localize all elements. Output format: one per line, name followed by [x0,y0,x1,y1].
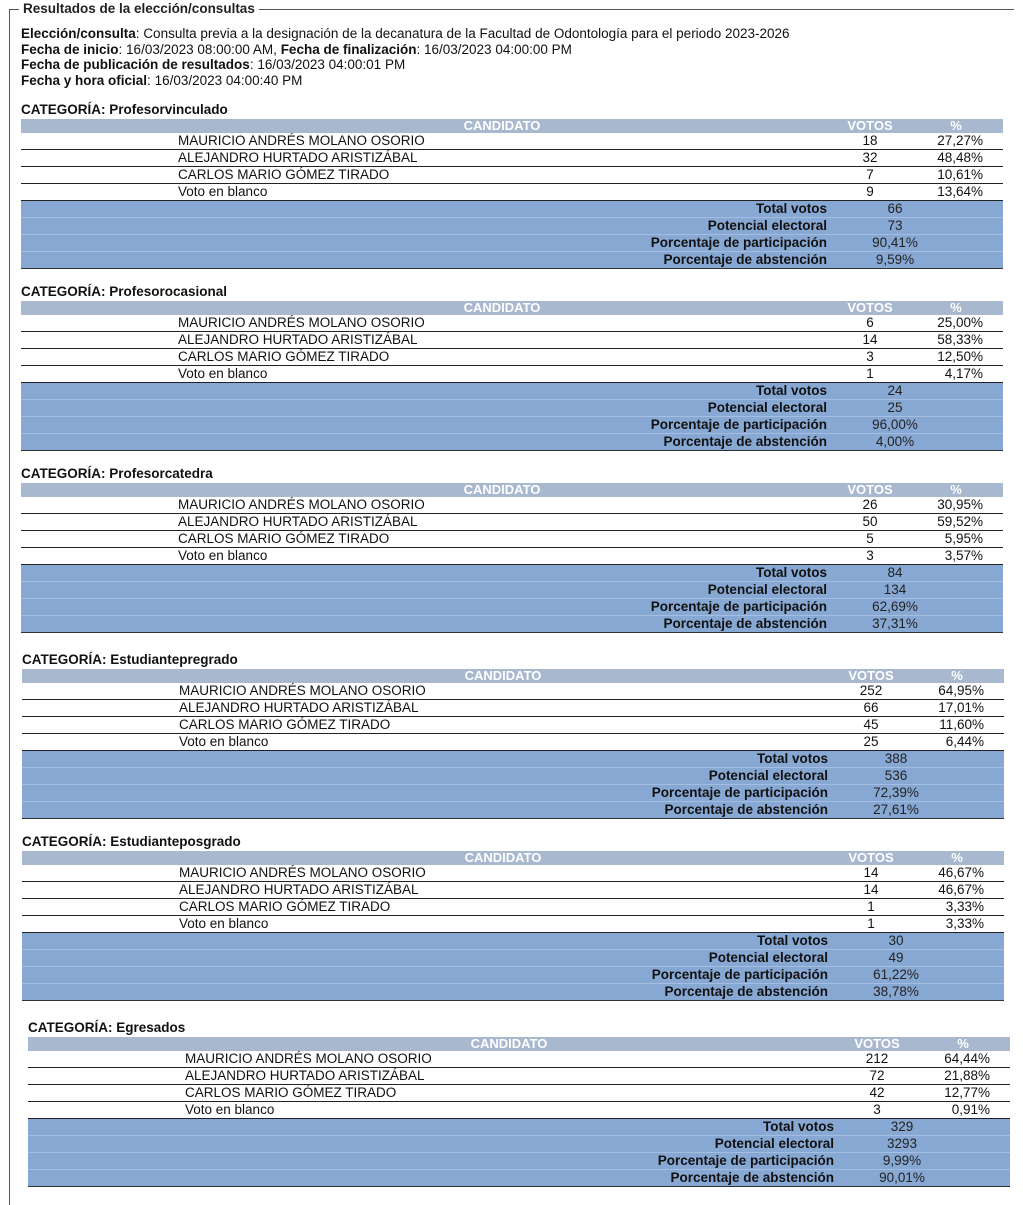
category-title [28,1020,1010,1037]
summary-row-abstencion [28,1170,1010,1186]
candidate-percent: 12,77% [944,1085,990,1100]
summary-row-potencial [21,582,1003,599]
summary-value-participacion: 72,39% [873,785,919,800]
start-date-label: Fecha de inicio [21,41,119,57]
category-name: Profesorocasional [109,284,228,299]
category-label: CATEGORÍA: [22,834,107,849]
candidate-percent: 13,64% [937,184,983,199]
candidate-percent: 6,44% [945,734,984,749]
summary-value-potencial: 25 [887,400,903,415]
header-votos: VOTOS [847,482,893,497]
header-candidato: CANDIDATO [464,850,542,865]
category-name: Profesorvinculado [109,102,228,117]
summary-label-potencial: Potencial electoral [707,582,827,597]
category-name: Egresados [116,1020,186,1035]
candidate-votes: 50 [862,514,878,529]
candidate-name: ALEJANDRO HURTADO ARISTIZÁBAL [178,514,418,529]
header-candidato: CANDIDATO [463,482,541,497]
table-row [22,916,1004,933]
summary-value-potencial: 134 [883,582,907,597]
candidate-name: CARLOS MARIO GÓMEZ TIRADO [178,349,390,364]
candidate-name: ALEJANDRO HURTADO ARISTIZÁBAL [179,700,419,715]
candidate-name: Voto en blanco [178,548,268,563]
summary-value-total: 24 [887,383,903,398]
summary-label-participacion: Porcentaje de participación [650,599,827,614]
table-row [22,882,1004,899]
publication-label: Fecha de publicación de resultados [21,57,250,72]
header-percent: % [950,300,962,315]
summary-row-participacion [21,417,1003,434]
table-row [21,514,1003,531]
category-section [21,284,1003,451]
summary-value-abstencion: 90,01% [879,1170,925,1185]
candidate-name: MAURICIO ANDRÉS MOLANO OSORIO [179,683,426,698]
summary-value-abstencion: 27,61% [873,802,919,817]
candidate-name: Voto en blanco [178,366,268,381]
summary-value-abstencion: 37,31% [872,616,918,631]
dates-line: Fecha de inicio: 16/03/2023 08:00:00 AM, Fecha de finalización: 16/03/2023 04:00:00 PM [21,41,572,57]
summary-row-potencial [21,218,1003,235]
summary-value-abstencion: 9,59% [875,252,915,267]
candidate-name: CARLOS MARIO GÓMEZ TIRADO [178,167,390,182]
header-candidato: CANDIDATO [470,1036,548,1051]
summary-value-potencial: 536 [884,768,908,783]
candidate-name: ALEJANDRO HURTADO ARISTIZÁBAL [178,332,418,347]
candidate-percent: 27,27% [937,133,983,148]
candidate-votes: 14 [863,882,879,897]
candidate-percent: 58,33% [937,332,983,347]
category-label: CATEGORÍA: [21,102,106,117]
publication-value: 16/03/2023 04:00:01 PM [257,57,406,72]
summary-row-total [21,383,1003,400]
header-percent: % [957,1036,969,1051]
summary-block [22,933,1004,1001]
summary-label-potencial: Potencial electoral [707,400,827,415]
candidate-votes: 26 [862,497,878,512]
summary-value-participacion: 90,41% [872,235,918,250]
table-row [22,700,1004,717]
category-label: CATEGORÍA: [28,1020,113,1035]
candidate-votes: 7 [866,167,874,182]
summary-value-participacion: 96,00% [872,417,918,432]
category-name: Estudiantepregrado [110,652,238,667]
category-title [21,466,1003,483]
summary-row-participacion [21,235,1003,252]
category-name: Profesorcatedra [109,466,213,481]
candidate-percent: 10,61% [937,167,983,182]
candidate-votes: 5 [866,531,874,546]
header-votos: VOTOS [848,668,894,683]
table-row [21,184,1003,201]
summary-value-participacion: 62,69% [872,599,918,614]
candidate-votes: 18 [862,133,878,148]
table-row [22,683,1004,700]
candidate-votes: 42 [869,1085,885,1100]
summary-label-total: Total votos [755,383,827,398]
table-row [21,349,1003,366]
candidate-name: MAURICIO ANDRÉS MOLANO OSORIO [179,865,426,880]
summary-label-total: Total votos [756,751,828,766]
candidate-votes: 1 [867,899,875,914]
candidate-percent: 3,33% [945,899,984,914]
table-row [21,150,1003,167]
table-row [28,1085,1010,1102]
summary-label-abstencion: Porcentaje de abstención [663,252,827,267]
summary-row-potencial [22,768,1004,785]
official-time-line: Fecha y hora oficial: 16/03/2023 04:00:40 PM [21,72,303,88]
summary-label-total: Total votos [762,1119,834,1134]
end-date-label: Fecha de finalización [280,41,417,57]
candidate-votes: 14 [862,332,878,347]
category-label: CATEGORÍA: [21,284,106,299]
summary-value-total: 388 [884,751,908,766]
candidate-percent: 30,95% [937,497,983,512]
candidate-name: Voto en blanco [179,734,269,749]
summary-label-participacion: Porcentaje de participación [657,1153,834,1168]
table-row [28,1051,1010,1068]
table-row [21,497,1003,514]
candidate-percent: 64,95% [938,683,984,698]
table-row [22,734,1004,751]
candidate-votes: 3 [866,349,874,364]
candidate-votes: 1 [867,916,875,931]
candidate-percent: 11,60% [939,717,984,732]
candidate-votes: 3 [873,1102,881,1117]
summary-row-participacion [28,1153,1010,1170]
summary-label-participacion: Porcentaje de participación [650,235,827,250]
candidate-votes: 1 [866,366,874,381]
header-percent: % [951,668,963,683]
candidate-votes: 72 [869,1068,885,1083]
table-row [21,133,1003,150]
candidate-percent: 3,33% [945,916,984,931]
summary-block [22,751,1004,819]
summary-row-abstencion [21,434,1003,450]
candidate-name: ALEJANDRO HURTADO ARISTIZÁBAL [178,150,418,165]
category-title [22,834,1004,851]
category-section [21,466,1003,633]
category-section [22,652,1004,819]
category-name: Estudianteposgrado [110,834,241,849]
candidate-percent: 3,57% [944,548,983,563]
candidate-percent: 5,95% [944,531,983,546]
summary-row-participacion [22,785,1004,802]
table-row [22,717,1004,734]
summary-label-potencial: Potencial electoral [708,950,828,965]
election-line: Elección/consulta: Consulta previa a la designación de la decanatura de la Facultad de Odontología para el periodo 2023-2026 [21,26,790,41]
candidate-percent: 17,01% [938,700,984,715]
candidate-name: ALEJANDRO HURTADO ARISTIZÁBAL [185,1068,425,1083]
table-row [28,1068,1010,1085]
summary-value-participacion: 9,99% [882,1153,922,1168]
header-percent: % [950,118,962,133]
candidate-votes: 3 [866,548,874,563]
summary-row-potencial [21,400,1003,417]
candidate-name: MAURICIO ANDRÉS MOLANO OSORIO [178,497,425,512]
category-section [22,834,1004,1001]
candidate-votes: 9 [866,184,874,199]
summary-row-total [22,933,1004,950]
summary-block [28,1119,1010,1187]
summary-row-abstencion [22,984,1004,1000]
table-header [22,851,1004,865]
summary-value-potencial: 49 [888,950,904,965]
summary-label-abstencion: Porcentaje de abstención [663,434,827,449]
header-percent: % [951,850,963,865]
header-percent: % [950,482,962,497]
candidate-name: CARLOS MARIO GÓMEZ TIRADO [179,717,391,732]
summary-row-total [22,751,1004,768]
table-header [21,483,1003,497]
summary-row-abstencion [22,802,1004,818]
summary-label-abstencion: Porcentaje de abstención [670,1170,834,1185]
category-label: CATEGORÍA: [22,652,107,667]
summary-row-abstencion [21,252,1003,268]
election-info [21,26,790,88]
summary-label-potencial: Potencial electoral [708,768,828,783]
candidate-votes: 66 [863,700,879,715]
summary-value-abstencion: 4,00% [875,434,915,449]
summary-label-total: Total votos [755,565,827,580]
candidate-name: ALEJANDRO HURTADO ARISTIZÁBAL [179,882,419,897]
table-header [22,669,1004,683]
summary-row-total [21,565,1003,582]
header-votos: VOTOS [847,300,893,315]
table-row [21,366,1003,383]
table-row [21,167,1003,184]
start-date-value: 16/03/2023 08:00:00 AM [126,41,274,57]
candidate-name: Voto en blanco [179,916,269,931]
summary-value-participacion: 61,22% [873,967,919,982]
summary-label-potencial: Potencial electoral [707,218,827,233]
candidate-percent: 0,91% [951,1102,990,1117]
candidate-votes: 14 [863,865,879,880]
summary-value-total: 329 [890,1119,914,1134]
table-header [28,1037,1010,1051]
summary-label-abstencion: Porcentaje de abstención [664,984,828,999]
candidate-percent: 12,50% [937,349,983,364]
candidate-votes: 252 [859,683,883,698]
summary-label-potencial: Potencial electoral [714,1136,834,1151]
candidate-name: MAURICIO ANDRÉS MOLANO OSORIO [185,1051,432,1066]
header-votos: VOTOS [847,118,893,133]
header-candidato: CANDIDATO [464,668,542,683]
header-candidato: CANDIDATO [463,300,541,315]
candidate-name: MAURICIO ANDRÉS MOLANO OSORIO [178,315,425,330]
election-value: Consulta previa a la designación de la decanatura de la Facultad de Odontología para el periodo 2023-2026 [143,26,790,41]
category-section [21,102,1003,269]
header-candidato: CANDIDATO [463,118,541,133]
fieldset-legend: Resultados de la elección/consultas [19,1,259,17]
summary-value-potencial: 73 [887,218,903,233]
table-row [22,865,1004,882]
summary-value-total: 66 [887,201,903,216]
category-title [21,284,1003,301]
summary-row-total [21,201,1003,218]
summary-value-abstencion: 38,78% [873,984,919,999]
summary-block [21,383,1003,451]
candidate-name: CARLOS MARIO GÓMEZ TIRADO [178,531,390,546]
candidate-percent: 4,17% [944,366,983,381]
summary-label-abstencion: Porcentaje de abstención [663,616,827,631]
candidate-name: CARLOS MARIO GÓMEZ TIRADO [185,1085,397,1100]
summary-row-participacion [21,599,1003,616]
candidate-name: MAURICIO ANDRÉS MOLANO OSORIO [178,133,425,148]
candidate-votes: 25 [863,734,879,749]
summary-label-participacion: Porcentaje de participación [650,417,827,432]
candidate-votes: 212 [865,1051,889,1066]
table-row [21,531,1003,548]
summary-row-potencial [28,1136,1010,1153]
candidate-name: CARLOS MARIO GÓMEZ TIRADO [179,899,391,914]
end-date-value: 16/03/2023 04:00:00 PM [424,41,572,57]
table-header [21,301,1003,315]
category-section [28,1020,1010,1187]
table-row [28,1102,1010,1119]
candidate-votes: 6 [866,315,874,330]
candidate-percent: 46,67% [938,865,984,880]
summary-value-potencial: 3293 [886,1136,918,1151]
summary-row-participacion [22,967,1004,984]
official-time-label: Fecha y hora oficial [21,72,148,88]
summary-row-potencial [22,950,1004,967]
candidate-votes: 45 [863,717,879,732]
summary-value-total: 30 [888,933,904,948]
summary-label-total: Total votos [756,933,828,948]
summary-label-total: Total votos [755,201,827,216]
publication-line: Fecha de publicación de resultados: 16/03/2023 04:00:01 PM [21,57,406,72]
summary-label-participacion: Porcentaje de participación [651,967,828,982]
candidate-percent: 59,52% [937,514,983,529]
summary-row-abstencion [21,616,1003,632]
candidate-name: Voto en blanco [178,184,268,199]
candidate-percent: 21,88% [944,1068,990,1083]
candidate-percent: 48,48% [937,150,983,165]
candidate-percent: 25,00% [937,315,983,330]
candidate-percent: 64,44% [944,1051,990,1066]
candidate-percent: 46,67% [938,882,984,897]
table-row [21,332,1003,349]
category-label: CATEGORÍA: [21,466,106,481]
election-label: Elección/consulta [21,26,136,41]
summary-block [21,565,1003,633]
official-time-value: 16/03/2023 04:00:40 PM [154,72,303,88]
category-title [22,652,1004,669]
summary-row-total [28,1119,1010,1136]
summary-block [21,201,1003,269]
category-title [21,102,1003,119]
table-row [21,315,1003,332]
table-row [21,548,1003,565]
candidate-votes: 32 [862,150,878,165]
table-row [22,899,1004,916]
header-votos: VOTOS [854,1036,900,1051]
summary-value-total: 84 [887,565,903,580]
summary-label-abstencion: Porcentaje de abstención [664,802,828,817]
summary-label-participacion: Porcentaje de participación [651,785,828,800]
candidate-name: Voto en blanco [185,1102,275,1117]
table-header [21,119,1003,133]
header-votos: VOTOS [848,850,894,865]
